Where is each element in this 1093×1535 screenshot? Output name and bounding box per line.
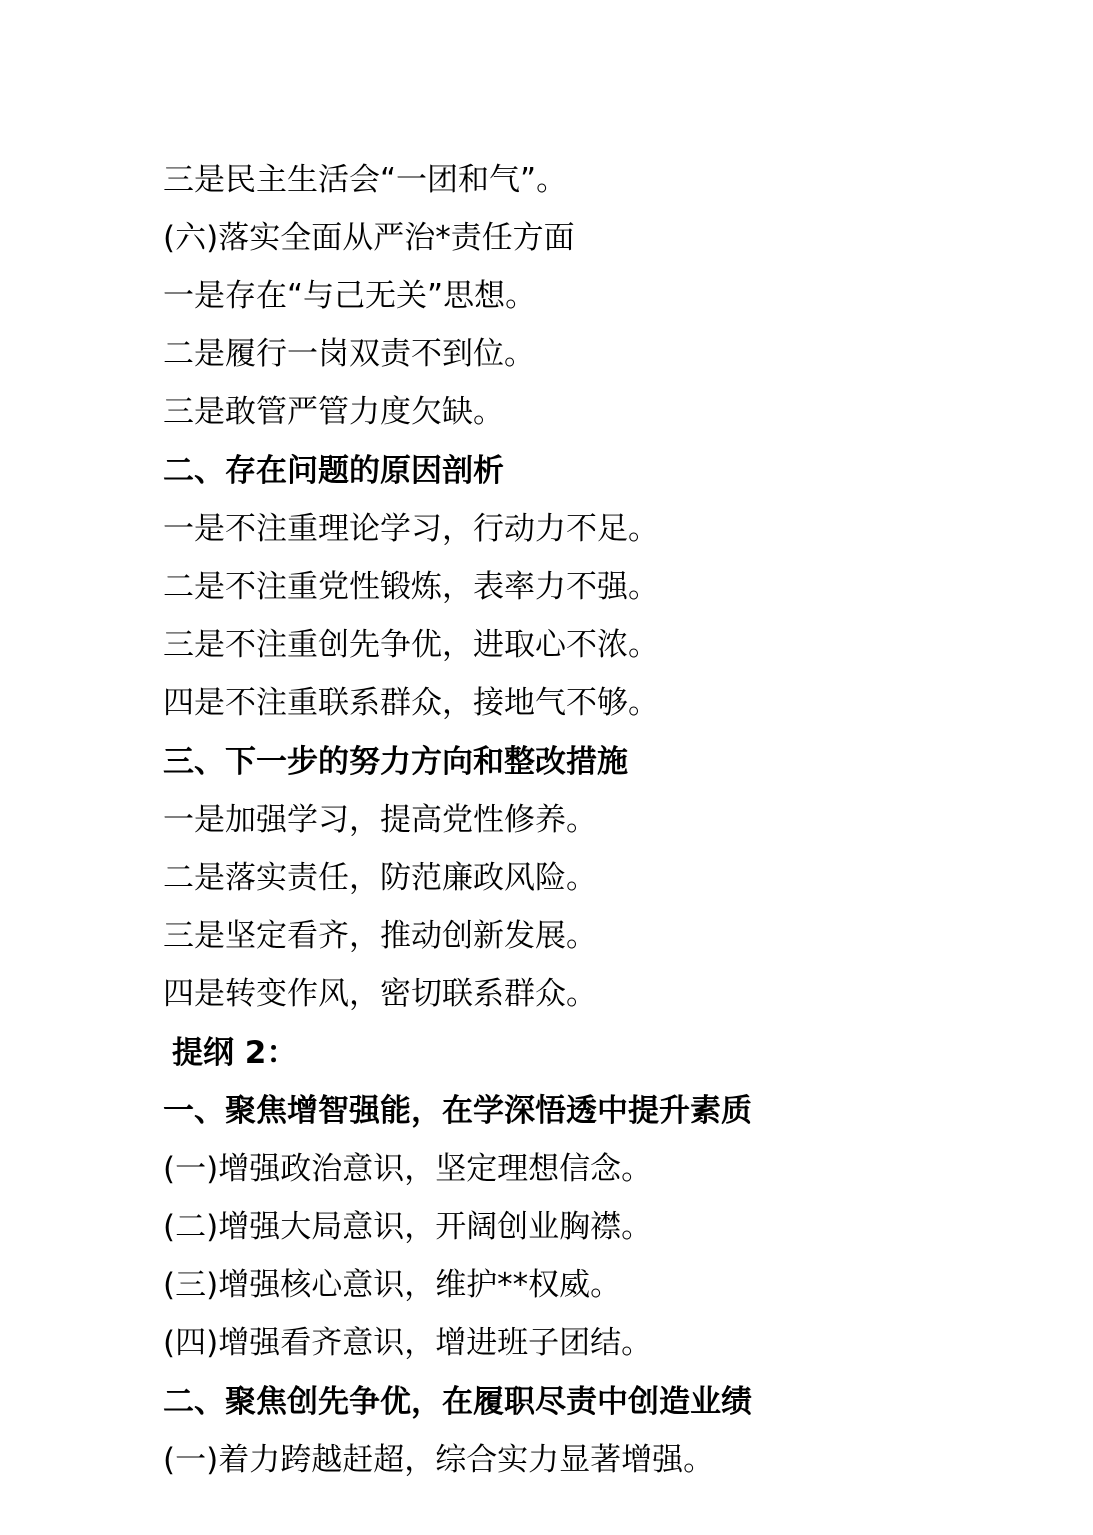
section-subheading: (六)落实全面从严治*责任方面 [163,220,575,256]
body-line: 四是转变作风，密切联系群众。 [163,976,597,1012]
body-line: 一是不注重理论学习，行动力不足。 [163,511,659,547]
body-line: 四是不注重联系群众，接地气不够。 [163,685,659,721]
section-heading: 二、存在问题的原因剖析 [163,453,504,489]
outline-title: 提纲 2： [172,1035,298,1071]
body-line: (三)增强核心意识，维护**权威。 [163,1267,622,1303]
section-heading: 三、下一步的努力方向和整改措施 [163,744,628,780]
body-line: (二)增强大局意识，开阔创业胸襟。 [163,1209,653,1245]
section-heading: 二、聚焦创先争优，在履职尽责中创造业绩 [163,1384,752,1420]
body-line: 三是敢管严管力度欠缺。 [163,394,504,430]
body-line: 二是履行一岗双责不到位。 [163,336,535,372]
body-line: (四)增强看齐意识，增进班子团结。 [163,1325,653,1361]
body-line: 二是落实责任，防范廉政风险。 [163,860,597,896]
body-line: 三是民主生活会“一团和气”。 [163,162,568,198]
body-line: (一)增强政治意识，坚定理想信念。 [163,1151,653,1187]
body-line: 一是加强学习，提高党性修养。 [163,802,597,838]
body-line: 三是坚定看齐，推动创新发展。 [163,918,597,954]
body-line: 一是存在“与己无关”思想。 [163,278,537,314]
body-line: (一)着力跨越赶超，综合实力显著增强。 [163,1442,715,1478]
section-heading: 一、聚焦增智强能，在学深悟透中提升素质 [163,1093,752,1129]
body-line: 三是不注重创先争优，进取心不浓。 [163,627,659,663]
body-line: 二是不注重党性锻炼，表率力不强。 [163,569,659,605]
